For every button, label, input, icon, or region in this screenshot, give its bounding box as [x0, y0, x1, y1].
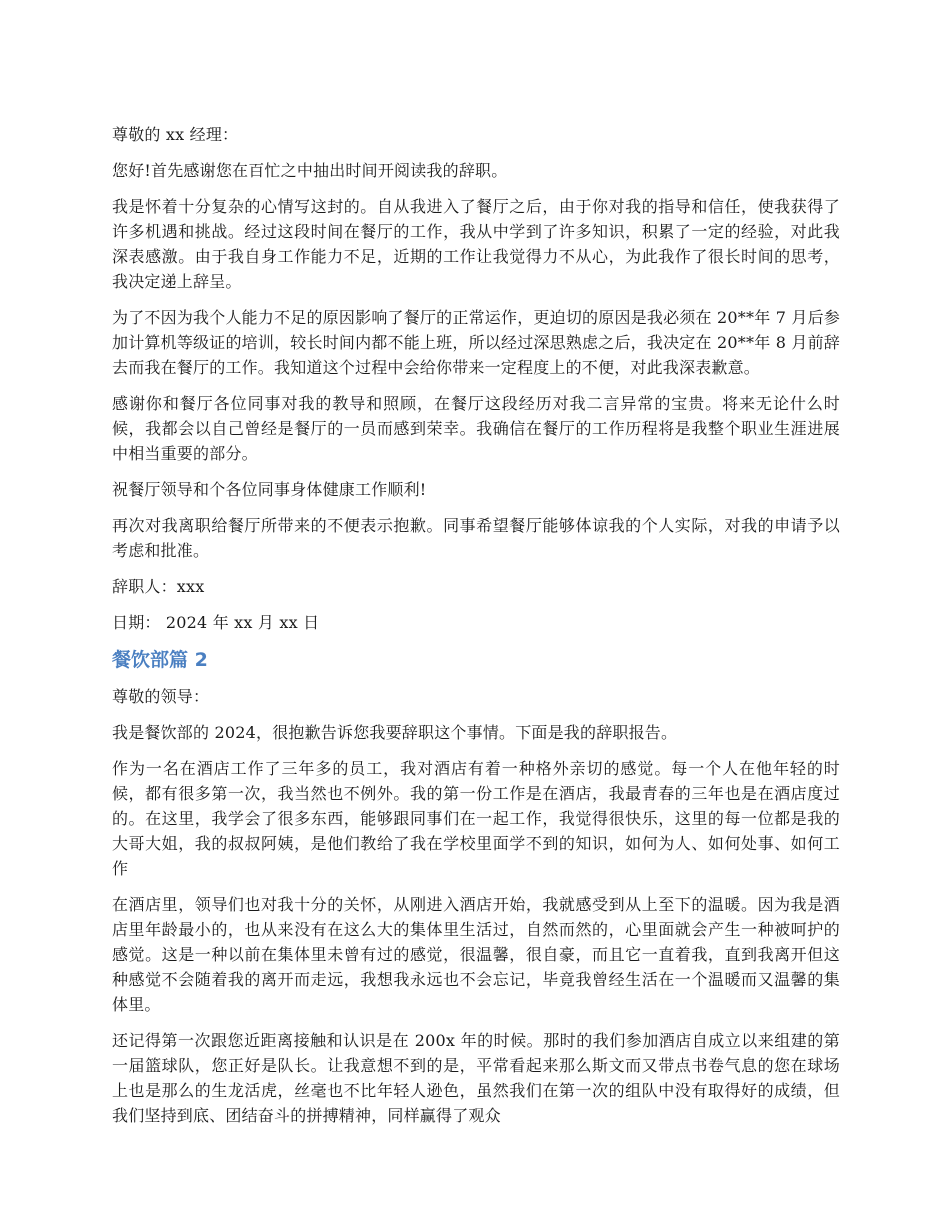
- letter2-paragraph-1: 作为一名在酒店工作了三年多的员工，我对酒店有着一种格外亲切的感觉。每一个人在他年轻的时候，都有很多第一次，我当然也不例外。我的第一份工作是在酒店，我最青春的三年也是在酒店度过的。在这里，我学会了很多东西，能够跟同事们在一起工作，我觉得很快乐，这里的每一位都是我的大哥大姐，我的叔叔阿姨，是他们教给了我在学校里面学不到的知识，如何为人、如何处事、如何工作: [112, 759, 840, 878]
- letter1-greeting: 您好!首先感谢您在百忙之中抽出时间开阅读我的辞职。: [112, 161, 508, 180]
- letter2-paragraph-3: 还记得第一次跟您近距离接触和认识是在 200x 年的时候。那时的我们参加酒店自成立以来组建的第一届篮球队，您正好是队长。让我意想不到的是，平常看起来那么斯文而又带点书卷气息的您在球场上也是那么的生龙活虎，丝毫也不比年轻人逊色，虽然我们在第一次的组队中没有取得好的成绩，但我们坚持到底、团结奋斗的拼搏精神，同样赢得了观众: [112, 1031, 840, 1125]
- section-heading: 餐饮部篇 2: [112, 649, 208, 671]
- letter1-paragraph-4: 再次对我离职给餐厅所带来的不便表示抱歉。同事希望餐厅能够体谅我的个人实际，对我的申请予以考虑和批准。: [112, 516, 840, 560]
- letter1-date: 日期： 2024 年 xx 月 xx 日: [112, 613, 320, 632]
- letter1-paragraph-3: 感谢你和餐厅各位同事对我的教导和照顾，在餐厅这段经历对我二言异常的宝贵。将来无论什么时候，我都会以自己曾经是餐厅的一员而感到荣幸。我确信在餐厅的工作历程将是我整个职业生涯进展中相当重要的部分。: [112, 394, 840, 463]
- letter1-wish: 祝餐厅领导和个各位同事身体健康工作顺利!: [112, 480, 427, 499]
- letter1-signature: 辞职人：xxx: [112, 577, 205, 596]
- document-page: [112, 122, 840, 1139]
- letter1-salutation: 尊敬的 xx 经理：: [112, 125, 239, 144]
- letter1-paragraph-2: 为了不因为我个人能力不足的原因影响了餐厅的正常运作，更迫切的原因是我必须在 20**年 7 月后参加计算机等级证的培训，较长时间内都不能上班，所以经过深思熟虑之后，我决定在 20**年 8 月前辞去而我在餐厅的工作。我知道这个过程中会给你带来一定程度上的不便，对此我深表歉意。: [112, 308, 840, 377]
- letter2-intro: 我是餐饮部的 2024，很抱歉告诉您我要辞职这个事情。下面是我的辞职报告。: [112, 723, 678, 742]
- letter2-paragraph-2: 在酒店里，领导们也对我十分的关怀，从刚进入酒店开始，我就感受到从上至下的温暖。因为我是酒店里年龄最小的，也从来没有在这么大的集体里生活过，自然而然的，心里面就会产生一种被呵护的感觉。这是一种以前在集体里未曾有过的感觉，很温馨，很自豪，而且它一直着我，直到我离开但这种感觉不会随着我的离开而走远，我想我永远也不会忘记，毕竟我曾经生活在一个温暖而又温馨的集体里。: [112, 895, 840, 1014]
- letter2-salutation: 尊敬的领导：: [112, 687, 210, 706]
- letter1-paragraph-1: 我是怀着十分复杂的心情写这封的。自从我进入了餐厅之后，由于你对我的指导和信任，使我获得了许多机遇和挑战。经过这段时间在餐厅的工作，我从中学到了许多知识，积累了一定的经验，对此我深表感激。由于我自身工作能力不足，近期的工作让我觉得力不从心，为此我作了很长时间的思考，我决定递上辞呈。: [112, 197, 840, 291]
